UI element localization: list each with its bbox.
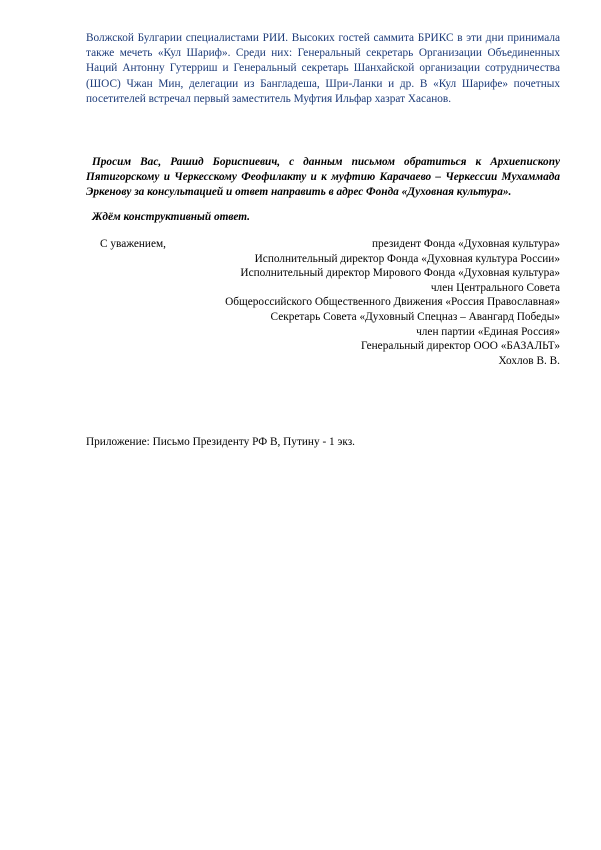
signature-line: член партии «Единая Россия» xyxy=(416,325,560,338)
signature-line: Исполнительный директор Фонда «Духовная культура России» xyxy=(254,252,560,265)
attachment-note: Приложение: Письмо Президенту РФ В, Путину - 1 экз. xyxy=(86,436,355,448)
signature-line: Общероссийского Общественного Движения «Россия Православная» xyxy=(225,296,560,309)
closing-regards: С уважением, xyxy=(100,238,166,250)
signature-line: Секретарь Совета «Духовный Спецназ – Авангард Победы» xyxy=(270,310,560,323)
body-paragraph: Волжской Булгарии специалистами РИИ. Высоких гостей саммита БРИКС в эти дни принимала также мечеть «Кул Шариф». Среди них: Генеральный секретарь Организации Объединенных Наций Антонну Гутерриш и Генеральный секретарь Шанхайской организации сотрудничества (ШОС) Чжан Мин, делегации из Бангладеша, Шри-Ланки и др. В «Кул Шарифе» почетных посетителей встречал первый заместитель Муфтия Ильфар хазрат Хасанов. xyxy=(86,32,560,105)
signature-name: Хохлов В. В. xyxy=(498,354,560,367)
signature-line: президент Фонда «Духовная культура» xyxy=(372,238,560,250)
signature-line: Генеральный директор ООО «БАЗАЛЬТ» xyxy=(360,340,560,353)
request-paragraph: Просим Вас, Рашид Бориспиевич, с данным письмом обратиться к Архиепископу Пятигорскому и Черкесскому Феофилакту и к муфтию Карачаево – Черкессии Мухаммада Эркенову за консультацией и ответ направить в адрес Фонда «Духовная культура». xyxy=(86,156,560,198)
signature-block xyxy=(225,237,560,368)
signature-line: Исполнительный директор Мирового Фонда «Духовная культура» xyxy=(240,267,560,280)
await-response-line: Ждём конструктивный ответ. xyxy=(92,211,250,223)
signature-line: член Центрального Совета xyxy=(430,281,560,294)
